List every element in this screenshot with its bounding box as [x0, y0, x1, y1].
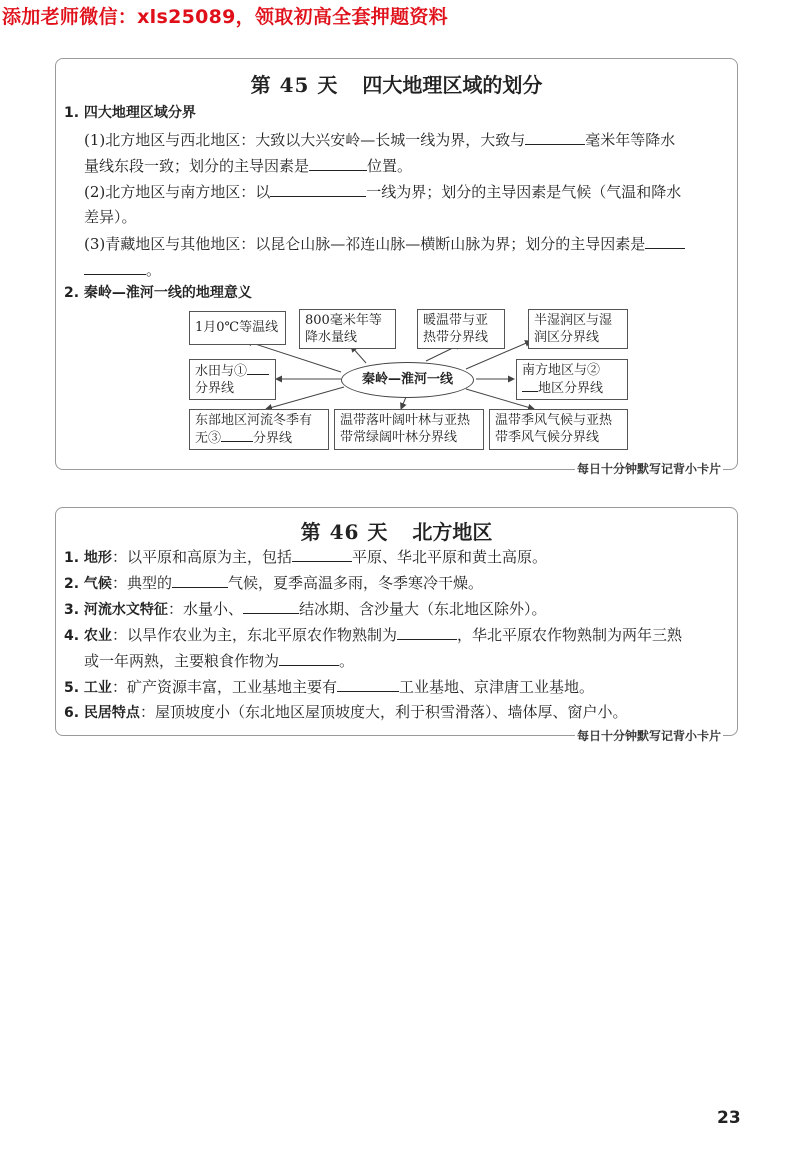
card1-footer: 每日十分钟默写记背小卡片: [576, 462, 721, 476]
watermark-text: 添加老师微信：xls25089，领取初高全套押题资料: [2, 6, 448, 28]
box-paddy-field: 水田与① 分界线: [189, 359, 276, 400]
item-housing: 6. 民居特点：屋顶坡度小（东北地区屋顶坡度大，利于积雪滑落）、墙体厚、窗户小。: [64, 703, 628, 721]
blank-industry[interactable]: [337, 676, 399, 692]
box-jan-0c-isotherm: 1月0℃等温线: [189, 311, 286, 345]
box-river-freeze: 东部地区河流冬季有 无③ 分界线: [189, 409, 329, 450]
s1-line4: 差异）。: [84, 208, 137, 226]
blank-circle-3[interactable]: [221, 429, 253, 442]
card2-footer: 每日十分钟默写记背小卡片: [576, 729, 721, 743]
item-industry: 5. 工业：矿产资源丰富，工业基地主要有 工业基地、京津唐工业基地。: [64, 678, 594, 696]
qinling-huaihe-center: 秦岭—淮河一线: [341, 362, 474, 398]
item-hydrology: 3. 河流水文特征：水量小、 结冰期、含沙量大（东北地区除外）。: [64, 600, 547, 618]
box-800mm-isohyet: 800毫米年等 降水量线: [299, 309, 396, 349]
day46-title: 第 46 天 北方地区: [300, 520, 493, 544]
item-agriculture: 4. 农业：以旱作农业为主，东北平原农作物熟制为 ，华北平原农作物熟制为两年三熟: [64, 626, 682, 644]
blank-terrain[interactable]: [292, 546, 352, 562]
section2-heading: 2. 秦岭—淮河一线的地理意义: [64, 285, 252, 301]
day45-title: 第 45 天 四大地理区域的划分: [250, 73, 543, 97]
blank-crop-system[interactable]: [397, 624, 457, 640]
diagram-arrows: [56, 59, 737, 469]
item-terrain: 1. 地形：以平原和高原为主，包括 平原、华北平原和黄土高原。: [64, 548, 547, 566]
s1-line6: 。: [84, 259, 161, 280]
box-south-region: 南方地区与② 地区分界线: [516, 359, 628, 400]
item-agriculture-cont: 或一年两熟，主要粮食作物为 。: [84, 652, 355, 670]
item-climate: 2. 气候：典型的 气候，夏季高温多雨，冬季寒冷干燥。: [64, 574, 483, 592]
s1-line2: 量线东段一致；划分的主导因素是 位置。: [84, 157, 413, 175]
blank-hydrology[interactable]: [243, 598, 299, 614]
s1-line1: (1)北方地区与西北地区：大致以大兴安岭—长城一线为界，大致与 毫米年等降水: [84, 131, 676, 149]
blank-circle-1[interactable]: [247, 362, 269, 375]
section1-heading: 1. 四大地理区域分界: [64, 105, 196, 121]
s1-line3: (2)北方地区与南方地区：以 一线为界；划分的主导因素是气候（气温和降水: [84, 183, 682, 201]
blank-grain-crop[interactable]: [279, 650, 339, 666]
box-semi-humid: 半湿润区与湿 润区分界线: [528, 309, 628, 349]
blank-circle-2[interactable]: [522, 379, 538, 392]
day46-card: [55, 507, 738, 743]
box-monsoon-climate: 温带季风气候与亚热 带季风气候分界线: [489, 409, 628, 450]
box-warm-temperate: 暖温带与亚 热带分界线: [417, 309, 505, 349]
day45-card: [55, 58, 738, 476]
s1-line5: (3)青藏地区与其他地区：以昆仑山脉—祁连山脉—横断山脉为界；划分的主导因素是: [84, 233, 685, 254]
page-number: 23: [717, 1108, 741, 1128]
box-forest-boundary: 温带落叶阔叶林与亚热 带常绿阔叶林分界线: [334, 409, 484, 450]
blank-climate[interactable]: [172, 572, 228, 588]
